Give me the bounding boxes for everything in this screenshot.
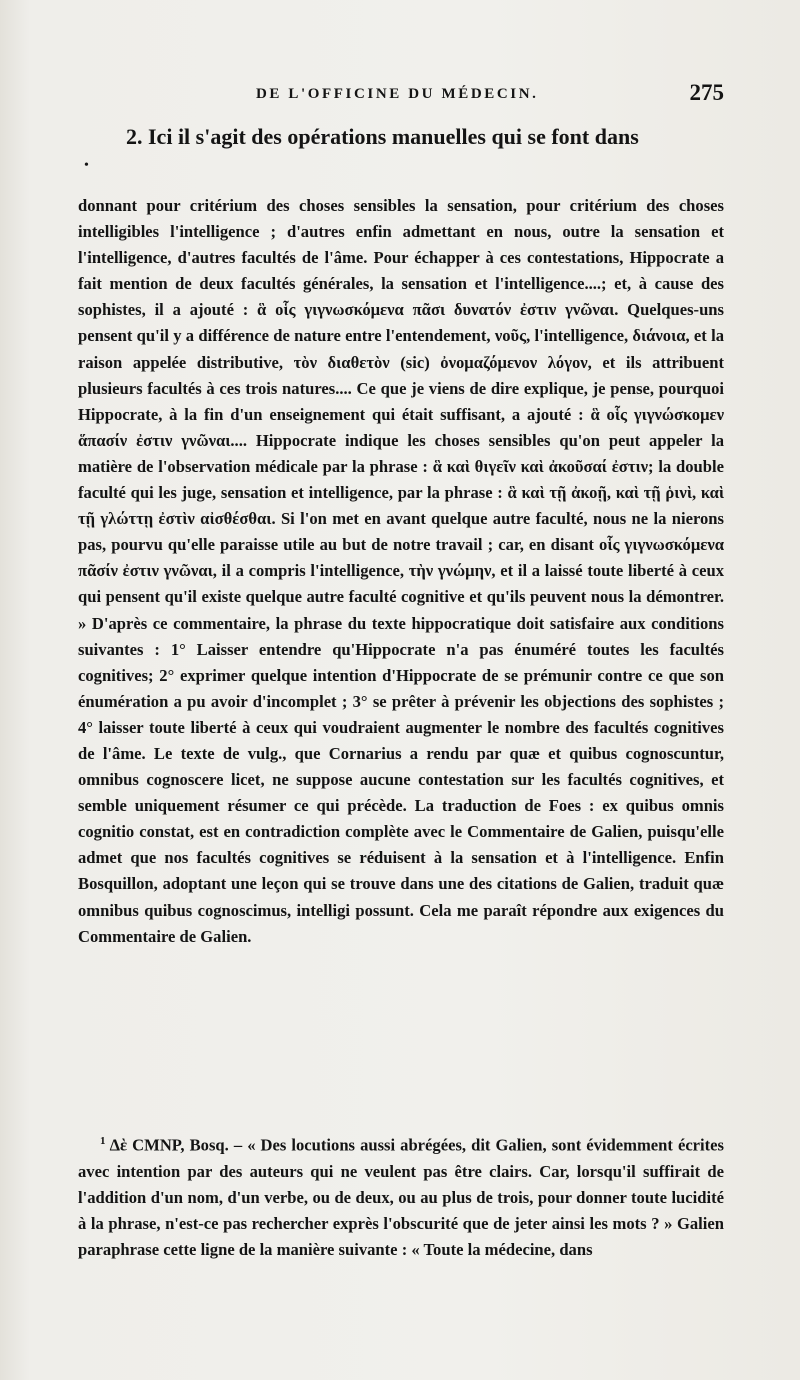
footnote-marker: 1 — [100, 1135, 106, 1147]
bullet-mark: • — [84, 158, 89, 173]
commentary-text: donnant pour critérium des choses sensibles la sensation, pour critérium des choses intelligibles l'intelligence ; d'autres enfin admettant en nous, outre la sensation et l'intelligence, d'autres facultés de l'âme. Pour échapper à ces contestations, Hippocrate a fait mention de deux facultés générales, la sensation et l'intelligence....; et, à cause des sophistes, il a ajouté : ἃ οἷς γιγνωσκόμενα πᾶσι δυνατόν ἐστιν γνῶναι. Quelques-uns pensent qu'il y a différence de nature entre l'entendement, νοῦς, l'intelligence, διάνοια, et la raison appelée distributive, τὸν διαθετὸν (sic) ὀνομαζόμενον λόγον, et ils attribuent plusieurs facultés à ces trois natures.... Ce que je viens de dire explique, je pense, pourquoi Hippocrate, à la fin d'un enseignement qui était suffisant, a ajouté : ἃ οἷς γιγνώσκομεν ἅπασίν ἐστιν γνῶναι.... Hippocrate indique les choses sensibles qu'on peut appeler la matière de l'observation médicale par la phrase : ἃ καὶ θιγεῖν καὶ ἀκοῦσαί ἐστιν; la double faculté qui les juge, sensation et intelligence, par la phrase : ἃ καὶ τῇ ἀκοῇ, καὶ τῇ ῥινὶ, καὶ τῇ γλώττῃ ἐστὶν αἰσθέσθαι. Si l'on met en avant quelque autre faculté, nous ne la nierons pas, pourvu qu'elle paraisse utile au but de notre travail ; car, en disant οἷς γιγνωσκόμενα πᾶσίν ἐστιν γνῶναι, il a compris l'intelligence, τὴν γνώμην, et il a laissé toute liberté à ceux qui pensent qu'il existe quelque autre faculté cognitive et qu'ils peuvent nous la démontrer. » D'après ce commentaire, la phrase du texte hippocratique doit satisfaire aux conditions suivantes : 1° Laisser entendre qu'Hippocrate n'a pas énuméré toutes les facultés cognitives; 2° exprimer quelque intention d'Hippocrate de se prémunir contre ce que son énumération a pu avoir d'incomplet ; 3° se prêter à prévenir les objections des sophistes ; 4° laisser toute liberté à ceux qui voudraient augmenter le nombre des facultés cognitives de l'âme. Le texte de vulg., que Cornarius a rendu par quæ et quibus cognoscuntur, omnibus cognoscere licet, ne suppose aucune contestation sur les facultés cognitives, et semble uniquement résumer ce qui précède. La traduction de Foes : ex quibus omnis cognitio constat, est en contradiction complète avec le Commentaire de Galien, puisqu'elle admet que nos facultés cognitives se réduisent à la sensation et à l'intelligence. Enfin Bosquillon, adoptant une leçon qui se trouve dans une des citations de Galien, traduit quæ omnibus quibus cognoscimus, intelligi possunt. Cela me paraît répondre aux exigences du Commentaire de Galien. — [78, 196, 724, 946]
commentary-paragraph — [78, 193, 724, 950]
running-head: DE L'OFFICINE DU MÉDECIN. — [256, 86, 539, 102]
footnote-text: Δὲ CMNP, Bosq. – « Des locutions aussi abrégées, dit Galien, sont évidemment écrites avec intention par des auteurs qui ne veulent pas être clairs. Car, lorsqu'il suffirait de l'addition d'un nom, d'un verbe, ou de deux, ou au plus de trois, pour donner toute lucidité à la phrase, n'est-ce pas rechercher exprès l'obscurité que de jeter ainsi les mots ? » Galien paraphrase cette ligne de la manière suivante : « Toute la médecine, dans — [78, 1135, 725, 1259]
page-header — [78, 80, 724, 114]
footnote — [78, 1128, 724, 1263]
note-2-line: 2. Ici il s'agit des opérations manuelles qui se font dans — [126, 124, 639, 149]
footnote-paragraph — [78, 1128, 724, 1263]
page-number: 275 — [689, 80, 724, 105]
